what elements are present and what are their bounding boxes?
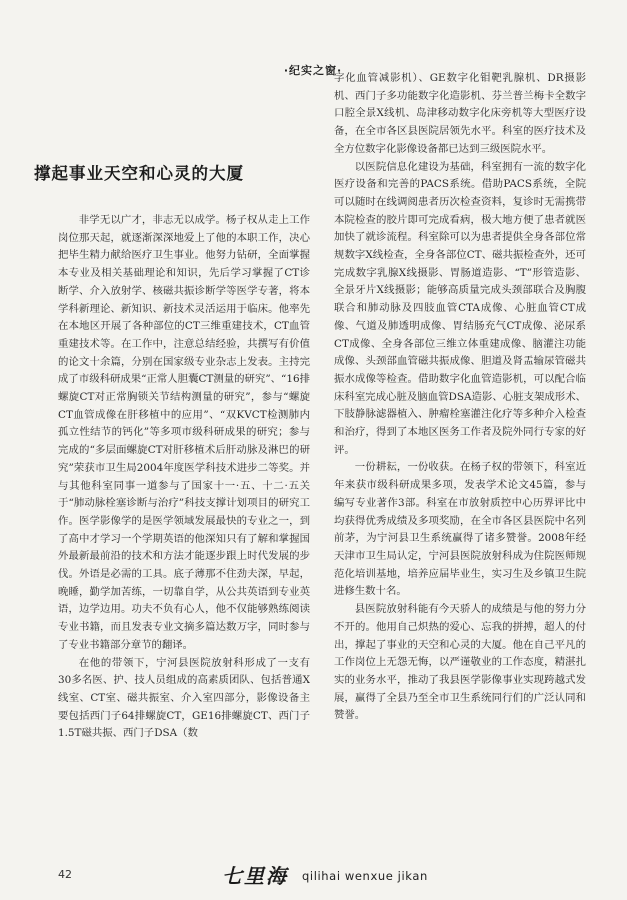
page-number: 42	[58, 868, 72, 881]
right-paragraph-1: 字化血管减影机）、GE数字化钼靶乳腺机、DR摄影机、西门子多功能数字化造影机、芬兰普兰梅卡全数字口腔全景X线机、岛津移动数字化床旁机等大型医疗设备，在全市各区县医院居领先水平。科室的医疗技术及全方位数字化影像设备都已达到三级医院水平。	[334, 72, 586, 155]
magazine-logo: 七里海	[222, 864, 288, 888]
left-paragraph-1: 非学无以广才，非志无以成学。杨子权从走上工作岗位那天起，就逐渐深深地爱上了他的本职工作，决心把毕生精力献给医疗卫生事业。他努力钻研，全面掌握本专业及相关基础理论和知识，先后学习掌握了CT诊断学、介入放射学、核磁共振诊断学等医学专著，将本学科新理论、新知识、新技术灵活运用于临床。他率先在本地区开展了各种部位的CT三维重建技术，CT血管重建技术等。在工作中，注意总结经验，共撰写有价值的论文十余篇，分别在国家级专业杂志上发表。主持完成了市级科研成果“正常人胆囊CT测量的研究”、“16排螺旋CT对正常胸锁关节结构测量的研究”，参与“螺旋CT血管成像在肝移植中的应用”、“双KVCT检测肺内孤立性结节的钙化”等多项市级科研成果的研究；参与完成的“多层面螺旋CT对肝移植术后肝动脉及淋巴的研究”荣获市卫生局2004年度医学科技术进步二等奖。并与其他科室同事一道参与了国家十一·五、十二·五关于“肺动脉栓塞诊断与治疗”科技支撑计划项目的研究工作。医学影像学的是医学领域发展最快的专业之一，到了高中才学习一个学期英语的他深知只有了解和掌握国外最新最前沿的技术和方法才能逐步跟上时代发展的步伐。外语是必需的工具。底子薄那不住劲夫深，早起，晚睡，勤学加苦练，一切靠自学，从公共英语到专业英语，边学边用。功夫不负有心人，他不仅能够熟练阅读专业书籍，而且发表专业文摘多篇达数万字，同时参与了专业书籍部分章节的翻译。	[58, 214, 310, 651]
right-paragraph-2: 以医院信息化建设为基础，科室拥有一流的数字化医疗设备和完善的PACS系统。借助PACS系统，全院可以随时在线调阅患者历次检查资料，复诊时无需携带本院检查的胶片即可完成看病，极大地方便了患者就医加快了就诊流程。科室除可以为患者提供全身各部位常规数字X线检查，全身各部位CT、磁共振检查外，还可完成数字乳腺X线摄影、胃肠道造影、“T”形管造影、全景牙片X线摄影；能够高质量完成头颈部联合及胸腹联合和肺动脉及四肢血管CTA成像、心脏血管CT成像、气道及肺透明成像、胃结肠充气CT成像、泌尿系CT成像、全身各部位三维立体重建成像、脑灌注功能成像、头颈部血管磁共振成像、胆道及肾盂输尿管磁共振水成像等检查。借助数字化血管造影机，可以配合临床科室完成心脏及脑血管DSA造影、心脏支架成形术、下肢静脉滤器植入、肿瘤栓塞灌注化疗等多种介入检查和治疗，得到了本地区医务工作者及院外同行专家的好评。	[334, 160, 586, 456]
left-column	[58, 212, 310, 857]
magazine-pinyin: qilihai wenxue jikan	[302, 869, 428, 883]
left-paragraph-2: 在他的带领下，宁河县医院放射科形成了一支有30多名医、护、技人员组成的高素质团队、包括普通X线室、CT室、磁共振室、介入室四部分，影像设备主要包括西门子64排螺旋CT，GE16排螺旋CT、西门子1.5T磁共振、西门子DSA（数	[58, 656, 310, 740]
right-column	[334, 70, 586, 857]
right-paragraph-3: 一份耕耘，一份收获。在杨子权的带领下，科室近年来获市级科研成果多项，发表学术论文45篇，参与编写专业著作3部。科室在市放射质控中心历界评比中均获得优秀成绩及多项奖励，在全市各区县医院中名列前茅，为宁河县卫生系统赢得了诸多赞誉。2008年经天津市卫生局认定，宁河县医院放射科成为住院医师规范化培训基地，培养应届毕业生，实习生及乡镇卫生院进修生数十名。	[334, 461, 586, 598]
section-tag: ·纪实之窗·	[283, 64, 343, 77]
page-footer	[0, 862, 627, 892]
right-paragraph-4: 县医院放射科能有今天骄人的成绩是与他的努力分不开的。他用自己炽热的爱心、忘我的拼搏，超人的付出，撑起了事业的天空和心灵的大厦。他在自己平凡的工作岗位上无怨无悔，以严谨敬业的工作态度，精湛扎实的业务水平，推动了我县医学影像事业实现跨越式发展，赢得了全县乃至全市卫生系统同行们的广泛认同和赞誉。	[334, 603, 586, 722]
article-title: 撑起事业天空和心灵的大厦	[34, 164, 244, 183]
